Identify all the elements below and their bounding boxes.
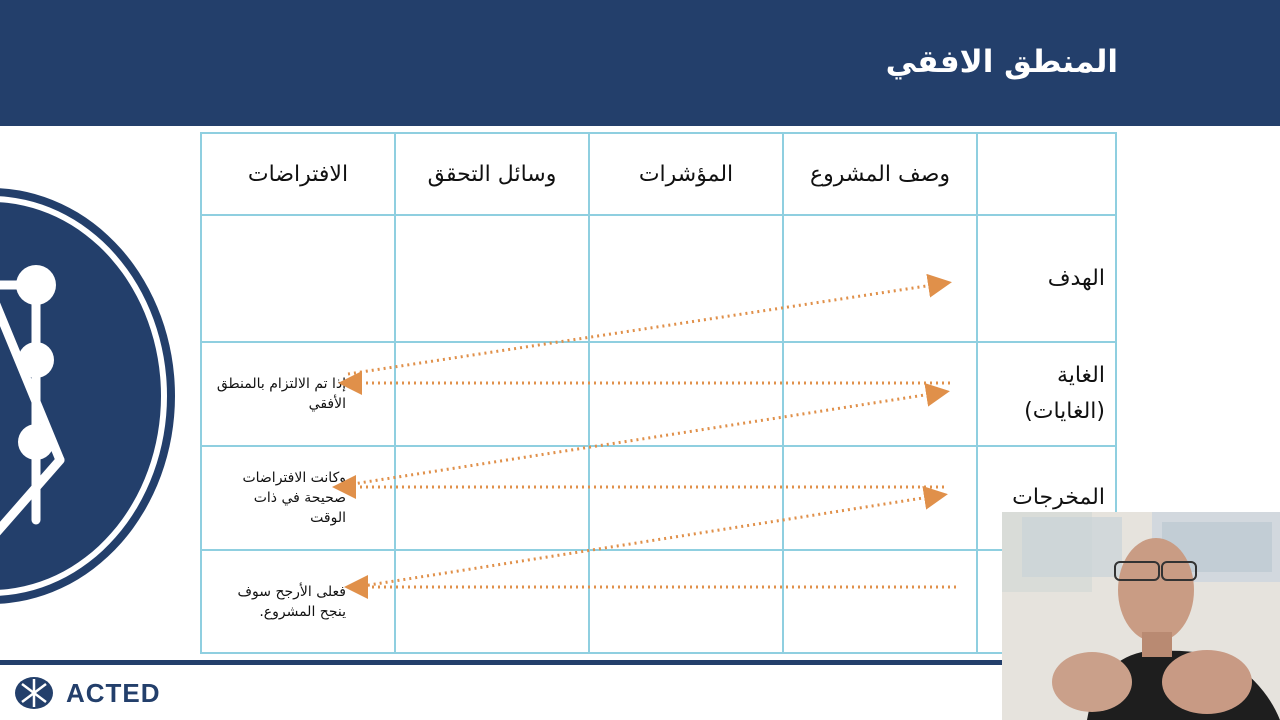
- acted-emblem-icon: [0, 230, 120, 550]
- column-header-assumptions: الافتراضات: [201, 133, 395, 215]
- table-cell: [395, 342, 589, 446]
- slide-header: [0, 0, 1280, 126]
- column-header-indicators: المؤشرات: [589, 133, 783, 215]
- assumption-line: وكانت الافتراضات: [242, 470, 346, 486]
- table-row: [201, 446, 1116, 550]
- row-label-objectives: [977, 342, 1116, 446]
- table-cell: [589, 342, 783, 446]
- acted-wordmark: ACTED: [66, 678, 161, 708]
- logframe-table: [200, 132, 1117, 654]
- assumption-line: ينجح المشروع.: [259, 603, 346, 620]
- assumption-line: الأفقي: [308, 396, 346, 412]
- column-header-means-of-verification: وسائل التحقق: [395, 133, 589, 215]
- row-label-line: المخرجات: [1012, 485, 1105, 510]
- assumption-cell: [201, 446, 395, 550]
- table-row: [201, 215, 1116, 342]
- table-cell: [783, 446, 977, 550]
- table-cell: [783, 550, 977, 653]
- row-label-line: الهدف: [1047, 265, 1105, 291]
- row-label-line: الغاية: [1056, 363, 1105, 388]
- table-row: [201, 342, 1116, 446]
- table-row: [201, 550, 1116, 653]
- assumption-cell: [201, 342, 395, 446]
- table-cell: [395, 550, 589, 653]
- row-label-goal: [977, 215, 1116, 342]
- table-header-row: [201, 133, 1116, 215]
- assumption-line: فعلى الأرجح سوف: [237, 583, 346, 600]
- table-cell: [783, 215, 977, 342]
- table-cell: [589, 446, 783, 550]
- assumption-line: إذا تم الالتزام بالمنطق: [216, 376, 346, 392]
- table-cell: [395, 446, 589, 550]
- table-cell: [395, 215, 589, 342]
- table-cell: [589, 215, 783, 342]
- footer-divider: [0, 660, 1004, 665]
- assumption-cell: [201, 215, 395, 342]
- assumption-line: الوقت: [310, 510, 346, 526]
- presenter-video-frame: [1002, 512, 1280, 720]
- slide-title: المنطق الافقي: [885, 44, 1118, 80]
- column-header-project-description: وصف المشروع: [783, 133, 977, 215]
- acted-logo-icon: [14, 676, 54, 710]
- row-label-line: (الغايات): [1024, 399, 1105, 424]
- table-cell: [783, 342, 977, 446]
- assumption-line: صحيحة في ذات: [253, 490, 346, 506]
- column-header-empty: [977, 133, 1116, 215]
- assumption-cell: [201, 550, 395, 653]
- presenter-webcam: [1002, 512, 1280, 720]
- table-cell: [589, 550, 783, 653]
